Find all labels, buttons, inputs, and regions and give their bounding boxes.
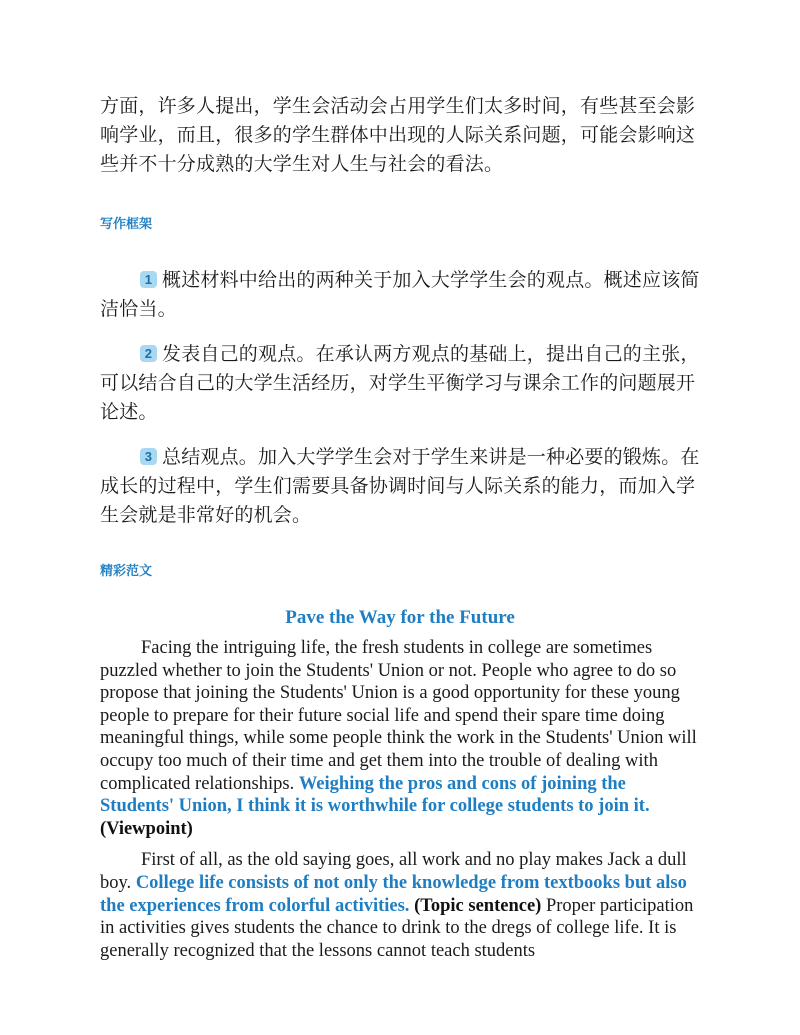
number-badge-icon: 1	[140, 271, 157, 288]
framework-item-1	[100, 266, 700, 324]
framework-item-3	[100, 443, 700, 530]
highlighted-viewpoint: Weighing the pros and cons of joining the Students' Union, I think it is worthwhile for college students to join it.	[100, 773, 650, 817]
paragraph-text: Facing the intriguing life, the fresh students in college are sometimes puzzled whether to join the Students' Union or not. People who agree to do so propose that joining the Students' Union is a good opportunity for these young people to prepare for their future social life and spend their spare time doing meaningful things, while some people think the work in the Students' Union will occupy too much of their time and get them into the trouble of dealing with complicated relationships.	[100, 638, 697, 794]
essay-paragraph-2	[100, 849, 700, 962]
document-page	[100, 92, 700, 971]
essay-paragraph-1	[100, 637, 700, 840]
framework-item-text: 概述材料中给出的两种关于加入大学学生会的观点。概述应该简洁恰当。	[100, 269, 700, 320]
intro-paragraph: 方面，许多人提出，学生会活动会占用学生们太多时间，有些甚至会影响学业，而且，很多的学生群体中出现的人际关系问题，可能会影响这些并不十分成熟的大学生对人生与社会的看法。	[100, 95, 696, 175]
topic-sentence-tag: (Topic sentence)	[414, 895, 542, 916]
framework-item-text: 总结观点。加入大学学生会对于学生来讲是一种必要的锻炼。在成长的过程中，学生们需要具备协调时间与人际关系的能力，而加入学生会就是非常好的机会。	[100, 446, 700, 526]
number-badge-icon: 3	[140, 448, 157, 465]
paragraph-text-rest: Proper participation in activities gives students the chance to drink to the dregs of college life. It is generally recognized that the lessons cannot teach students	[100, 895, 694, 961]
sample-label: 精彩范文	[100, 564, 153, 579]
framework-list	[100, 266, 700, 530]
essay-title: Pave the Way for the Future	[285, 607, 515, 628]
framework-item-2	[100, 340, 700, 427]
viewpoint-tag: (Viewpoint)	[100, 818, 193, 839]
framework-label: 写作框架	[100, 217, 153, 232]
highlighted-topic-sentence: College life consists of not only the knowledge from textbooks but also the experiences from colorful activities.	[100, 872, 687, 916]
framework-item-text: 发表自己的观点。在承认两方观点的基础上，提出自己的主张，可以结合自己的大学生活经历，对学生平衡学习与课余工作的问题展开论述。	[100, 343, 700, 423]
number-badge-icon: 2	[140, 345, 157, 362]
paragraph-text: First of all, as the old saying goes, all work and no play makes Jack a dull boy.	[100, 850, 687, 893]
